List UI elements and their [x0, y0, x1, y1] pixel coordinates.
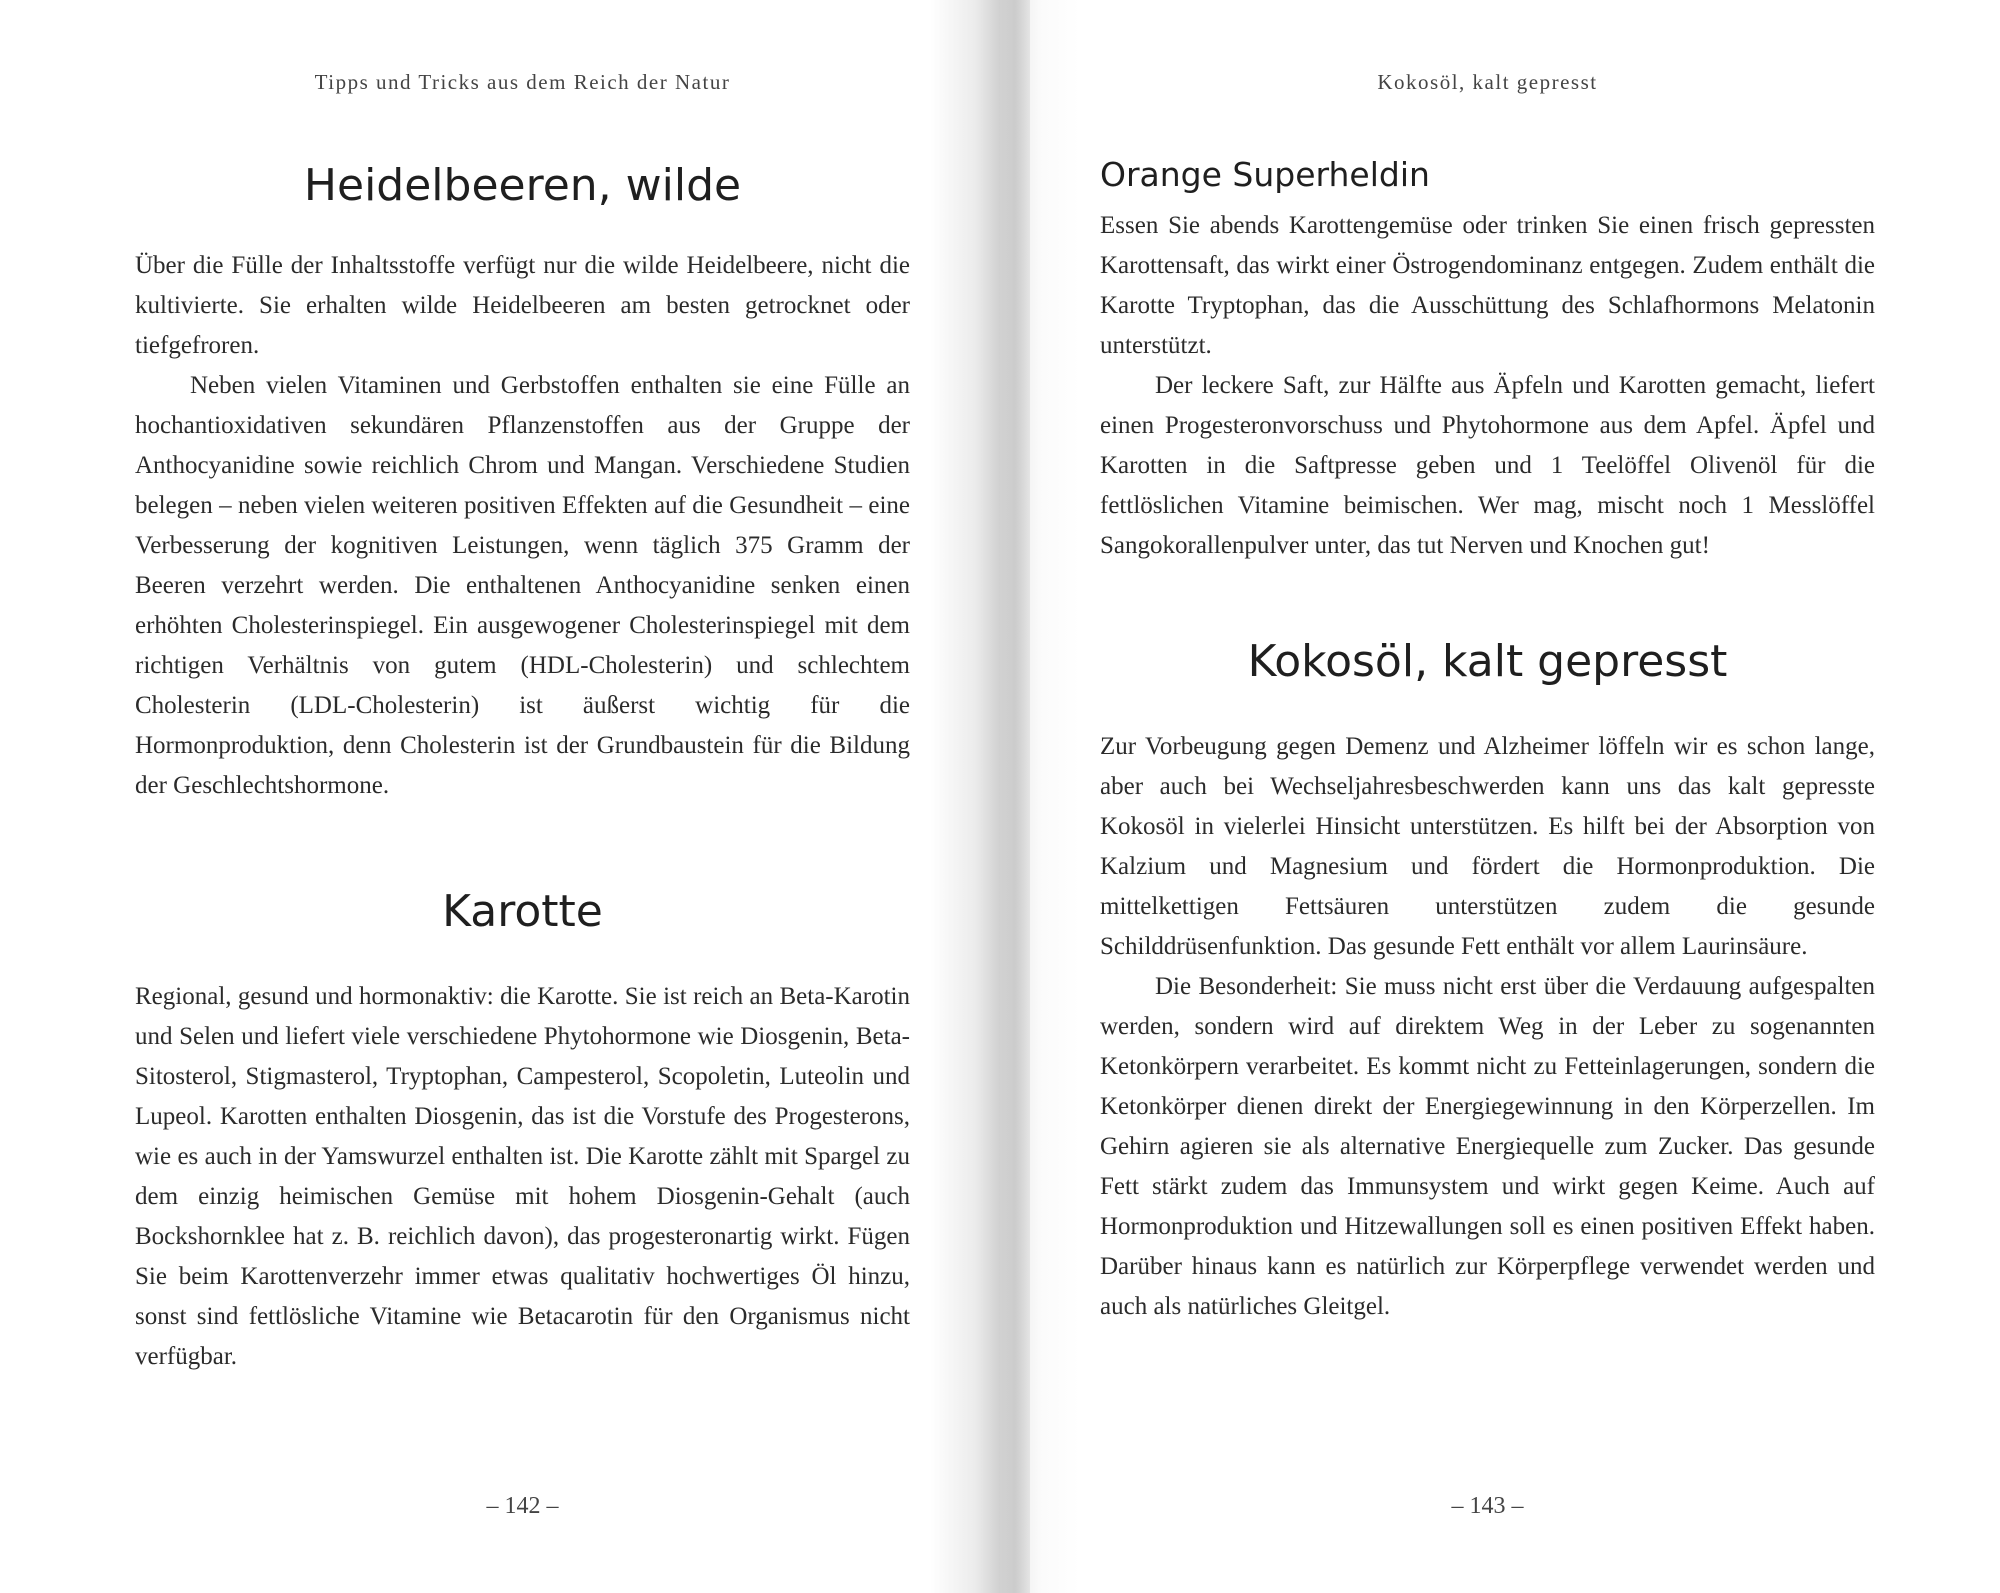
right-page-content: [1100, 150, 1875, 1327]
running-head-right: Kokosöl, kalt gepresst: [1377, 70, 1598, 94]
paragraph-karotte-1: Regional, gesund und hormonaktiv: die Karotte. Sie ist reich an Beta-Karotin und Selen und liefert viele verschiedene Phytohormone wie Diosgenin, Beta-Sitosterol, Stigmasterol, Tryptophan, Campesterol, Scopoletin, Luteolin und Lupeol. Karotten enthalten Diosgenin, das ist die Vorstufe des Progesterons, wie es auch in der Yamswurzel enthalten ist. Die Karotte zählt mit Spargel zu dem einzig heimischen Gemüse mit hohem Diosgenin-Gehalt (auch Bockshornklee hat z. B. reichlich davon), das progesteronartig wirkt. Fügen Sie beim Karottenverzehr immer etwas qualitativ hochwertiges Öl hinzu, sonst sind fettlösliche Vitamine wie Betacarotin für den Organismus nicht verfügbar.: [135, 983, 910, 1370]
subsection-title-orange-superheldin: Orange Superheldin: [1100, 155, 1430, 194]
page-number-left: – 142 –: [486, 1493, 559, 1519]
running-head-left: Tipps und Tricks aus dem Reich der Natur: [314, 70, 731, 94]
paragraph-superheldin-2: Der leckere Saft, zur Hälfte aus Äpfeln und Karotten gemacht, liefert einen Progesteronvorschuss und Phytohormone aus dem Apfel. Äpfel und Karotten in die Saftpresse geben und 1 Teelöffel Olivenöl für die fettlöslichen Vitamine beimischen. Wer mag, mischt noch 1 Messlöffel Sangokorallenpulver unter, das tut Nerven und Knochen gut!: [1100, 372, 1875, 559]
section-title-kokosoel: Kokosöl, kalt gepresst: [1247, 636, 1728, 687]
paragraph-superheldin-1: Essen Sie abends Karottengemüse oder trinken Sie einen frisch gepressten Karottensaft, das wirkt einer Östrogendominanz entgegen. Zudem enthält die Karotte Tryptophan, das die Ausschüttung des Schlafhormons Melatonin unterstützt.: [1100, 212, 1875, 359]
paragraph-heidelbeeren-2: Neben vielen Vitaminen und Gerbstoffen enthalten sie eine Fülle an hochantioxidativen sekundären Pflanzenstoffen aus der Gruppe der Anthocyanidine sowie reichlich Chrom und Mangan. Verschiedene Studien belegen – neben vielen weiteren positiven Effekten auf die Gesundheit – eine Verbesserung der kognitiven Leistungen, wenn täglich 375 Gramm der Beeren verzehrt werden. Die enthaltenen Anthocyanidine senken einen erhöhten Cholesterinspiegel. Ein ausgewogener Cholesterinspiegel mit dem richtigen Verhältnis von gutem (HDL-Cholesterin) und schlechtem Cholesterin (LDL-Cholesterin) ist äußerst wichtig für die Hormonproduktion, denn Cholesterin ist der Grundbaustein für die Bildung der Geschlechtshormone.: [135, 372, 910, 799]
section-title-heidelbeeren: Heidelbeeren, wilde: [303, 160, 742, 211]
section-title-karotte: Karotte: [442, 886, 603, 937]
right-page: [1000, 0, 2000, 1593]
paragraph-kokosoel-1: Zur Vorbeugung gegen Demenz und Alzheimer löffeln wir es schon lange, aber auch bei Wechseljahresbeschwerden kann uns das kalt gepresste Kokosöl in vielerlei Hinsicht unterstützen. Es hilft bei der Absorption von Kalzium und Magnesium und fördert die Hormonproduktion. Die mittelkettigen Fettsäuren unterstützen zudem die gesunde Schilddrüsenfunktion. Das gesunde Fett enthält vor allem Laurinsäure.: [1100, 733, 1875, 960]
page-number-right: – 143 –: [1451, 1493, 1524, 1519]
left-page-content: [135, 150, 910, 1377]
paragraph-kokosoel-2: Die Besonderheit: Sie muss nicht erst über die Verdauung aufgespalten werden, sondern wird auf direktem Weg in der Leber zu sogenannten Ketonkörpern verarbeitet. Es kommt nicht zu Fetteinlagerungen, sondern die Ketonkörper dienen direkt der Energiegewinnung in den Körperzellen. Im Gehirn agieren sie als alternative Energiequelle zum Zucker. Das gesunde Fett stärkt zudem das Immunsystem und wirkt gegen Keime. Auch auf Hormonproduktion und Hitzewallungen soll es einen positiven Effekt haben. Darüber hinaus kann es natürlich zur Körperpflege verwendet werden und auch als natürliches Gleitgel.: [1100, 973, 1875, 1320]
paragraph-heidelbeeren-1: Über die Fülle der Inhaltsstoffe verfügt nur die wilde Heidelbeere, nicht die kultivierte. Sie erhalten wilde Heidelbeeren am besten getrocknet oder tiefgefroren.: [135, 252, 910, 359]
gutter-shadow-right: [1000, 0, 1080, 1593]
